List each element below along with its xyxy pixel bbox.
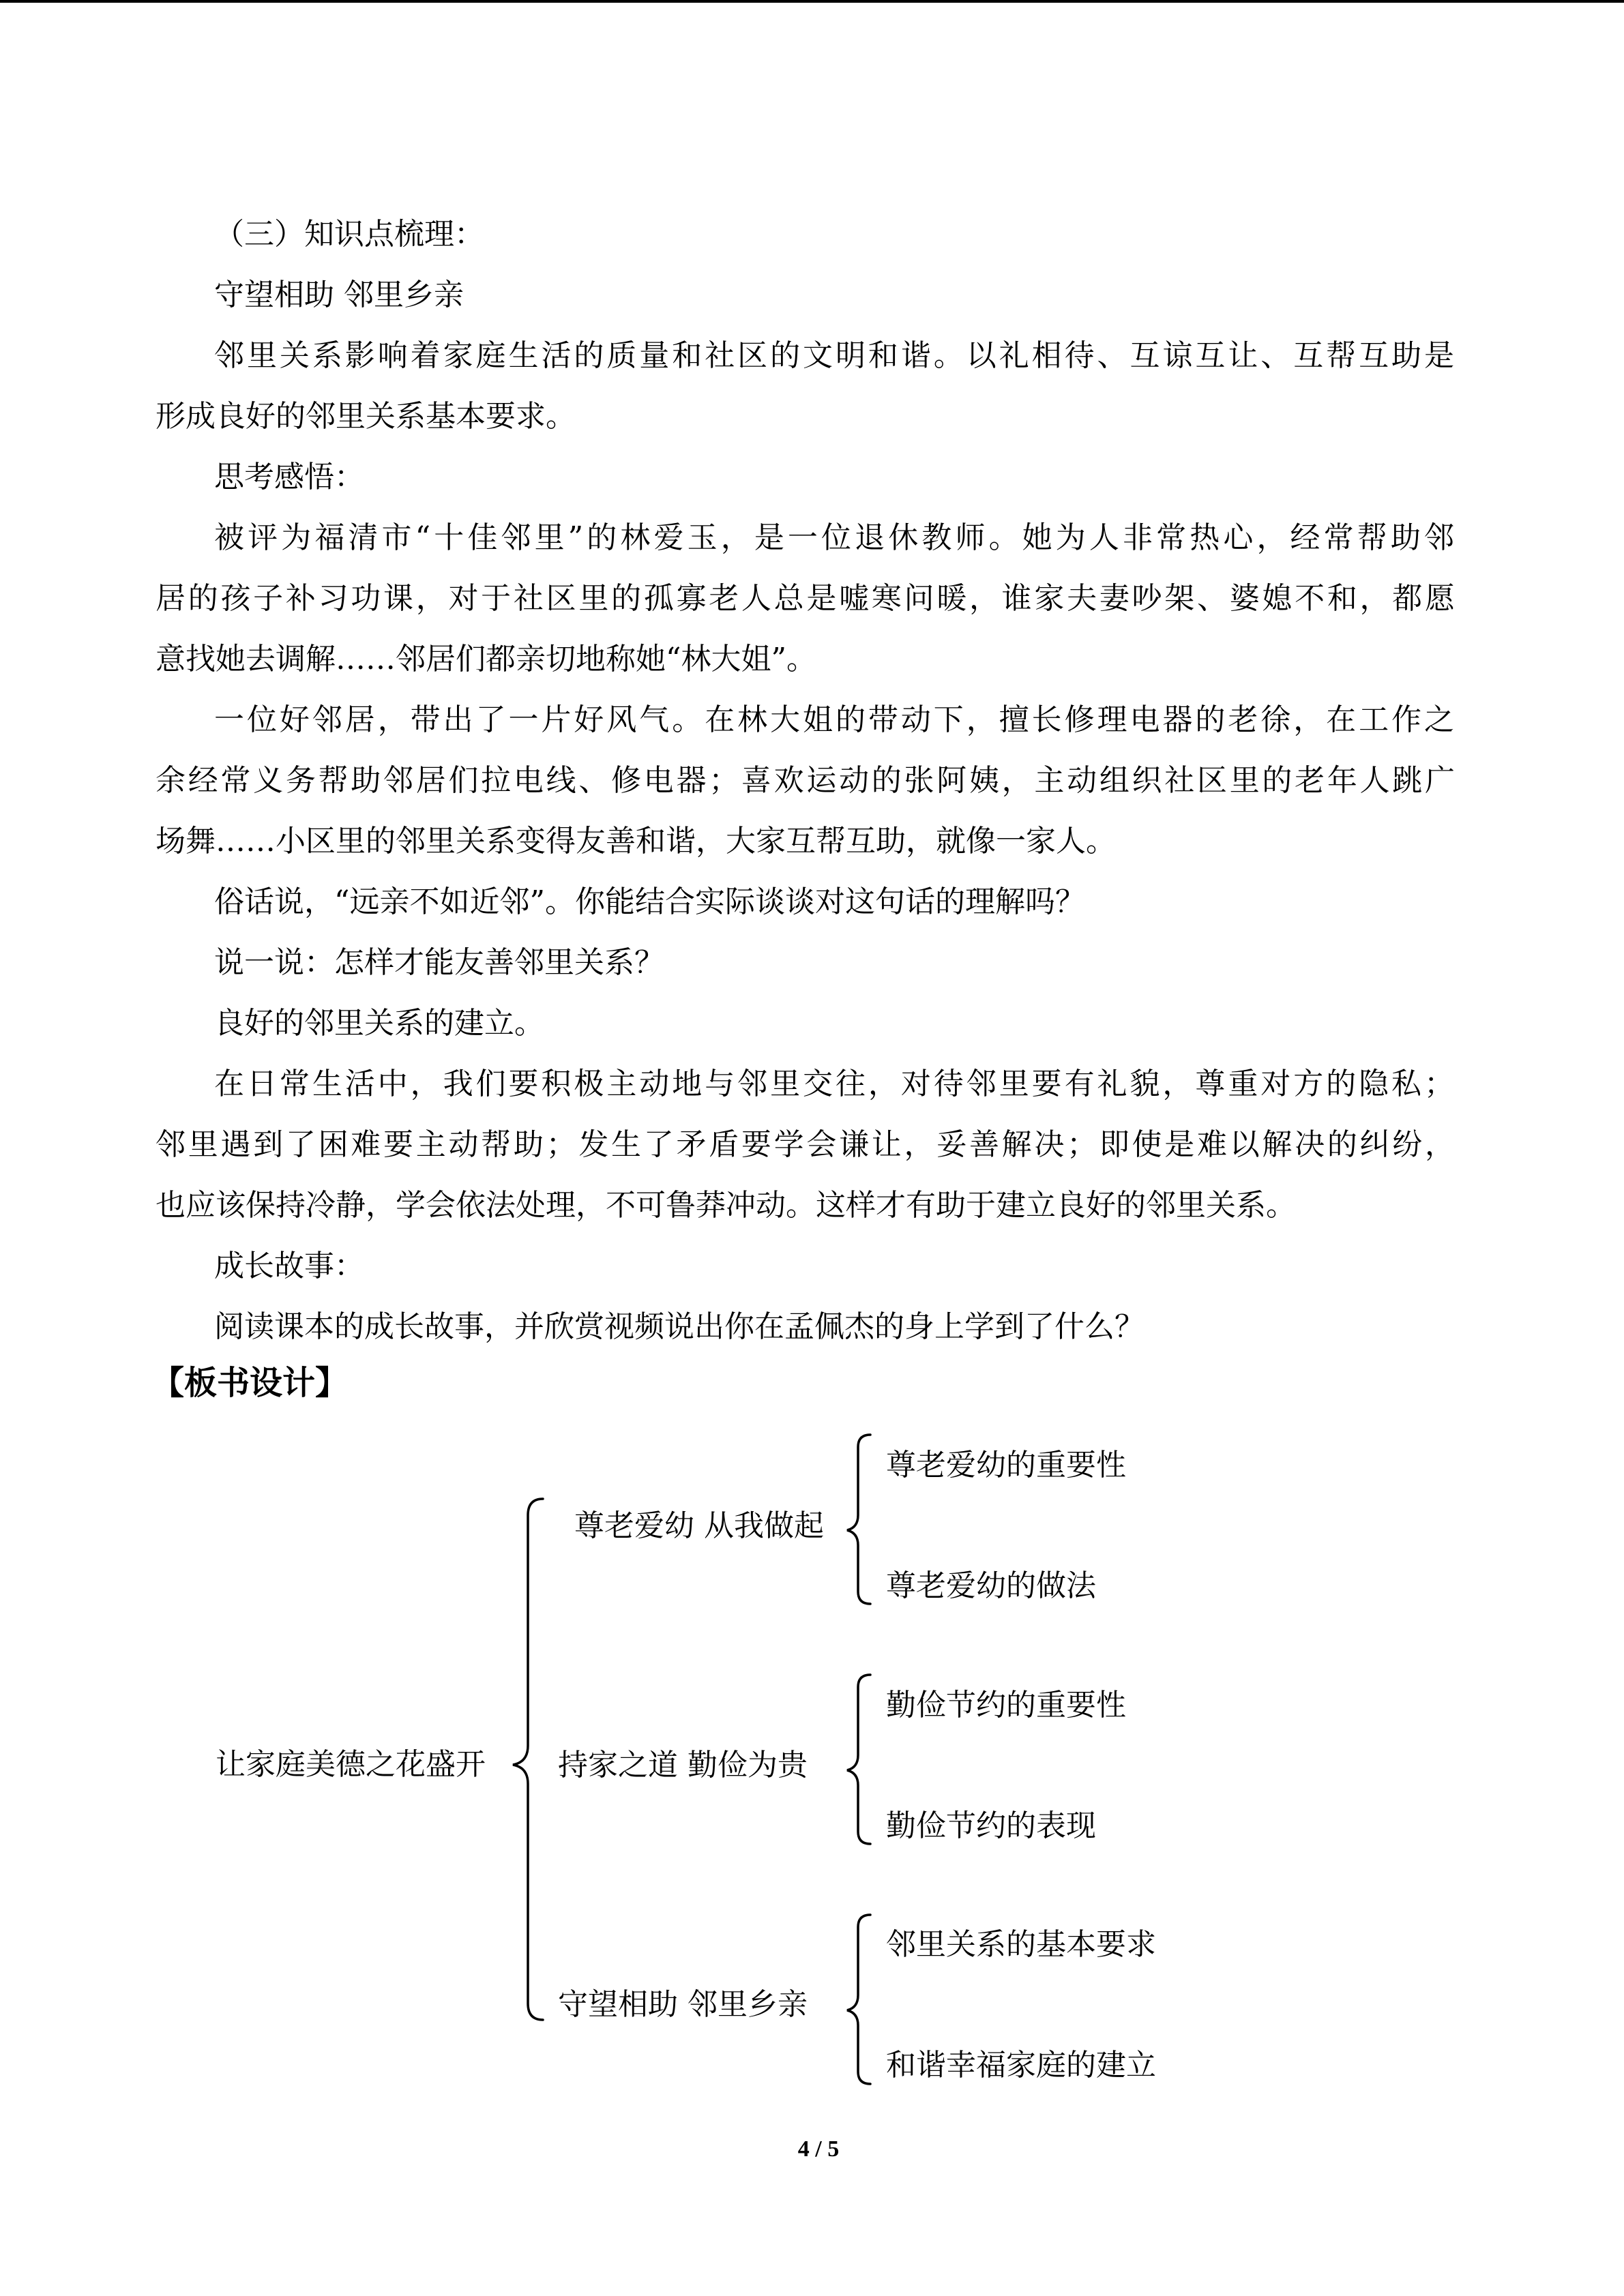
diagram-branch-item: 邻里关系的基本要求 <box>886 1927 1156 1962</box>
paragraph-line: 在日常生活中，我们要积极主动地与邻里交往，对待邻里要有礼貌，尊重对方的隐私； <box>214 1067 1454 1101</box>
section-heading: （三）知识点梳理： <box>214 217 484 252</box>
page-number: 4 / 5 <box>797 2136 840 2162</box>
diagram-branch-title: 尊老爱幼 从我做起 <box>574 1508 824 1543</box>
paragraph-line: 余经常义务帮助邻居们拉电线、修电器；喜欢运动的张阿姨，主动组织社区里的老年人跳广 <box>156 763 1455 798</box>
paragraph-line: 场舞……小区里的邻里关系变得友善和谐，大家互帮互助，就像一家人。 <box>156 824 1116 859</box>
board-design-heading: 【板书设计】 <box>151 1364 349 1402</box>
paragraph-line: 说一说：怎样才能友善邻里关系？ <box>214 945 664 980</box>
diagram-branch-item: 尊老爱幼的重要性 <box>886 1448 1126 1482</box>
paragraph-line: 邻里关系影响着家庭生活的质量和社区的文明和谐。以礼相待、互谅互让、互帮互助是 <box>214 338 1454 373</box>
diagram-branch-item: 勤俭节约的表现 <box>886 1808 1096 1843</box>
root-brace <box>513 1499 543 2020</box>
subtitle: 守望相助 邻里乡亲 <box>214 278 464 312</box>
branch-brace <box>847 1915 870 2084</box>
branch-brace <box>847 1435 870 1604</box>
paragraph-line: 形成良好的邻里关系基本要求。 <box>156 399 576 434</box>
diagram-branch-item: 勤俭节约的重要性 <box>886 1688 1126 1723</box>
paragraph-line: 一位好邻居，带出了一片好风气。在林大姐的带动下，擅长修理电器的老徐，在工作之 <box>214 702 1454 737</box>
reflection-label: 思考感悟： <box>214 460 364 494</box>
paragraph-line: 被评为福清市“十佳邻里”的林爱玉，是一位退休教师。她为人非常热心，经常帮助邻 <box>214 520 1454 555</box>
diagram-branch-title: 持家之道 勤俭为贵 <box>558 1748 808 1783</box>
diagram-branch-title: 守望相助 邻里乡亲 <box>558 1987 808 2022</box>
paragraph-line: 居的孩子补习功课，对于社区里的孤寡老人总是嘘寒问暖，谁家夫妻吵架、婆媳不和，都愿 <box>156 581 1455 616</box>
paragraph-line: 良好的邻里关系的建立。 <box>214 1006 544 1041</box>
branch-brace <box>847 1675 870 1844</box>
diagram-branch-item: 和谐幸福家庭的建立 <box>886 2048 1156 2083</box>
diagram-branch-item: 尊老爱幼的做法 <box>886 1568 1096 1603</box>
paragraph-line: 邻里遇到了困难要主动帮助；发生了矛盾要学会谦让，妥善解决；即使是难以解决的纠纷， <box>156 1127 1455 1162</box>
growth-label: 成长故事： <box>214 1249 364 1283</box>
paragraph-line: 意找她去调解……邻居们都亲切地称她“林大姐”。 <box>156 642 816 676</box>
paragraph-line: 阅读课本的成长故事，并欣赏视频说出你在孟佩杰的身上学到了什么？ <box>214 1309 1145 1344</box>
diagram-root: 让家庭美德之花盛开 <box>216 1747 486 1782</box>
paragraph-line: 俗话说，“远亲不如近邻”。你能结合实际谈谈对这句话的理解吗？ <box>214 884 1085 919</box>
paragraph-line: 也应该保持冷静，学会依法处理，不可鲁莽冲动。这样才有助于建立良好的邻里关系。 <box>156 1188 1296 1223</box>
